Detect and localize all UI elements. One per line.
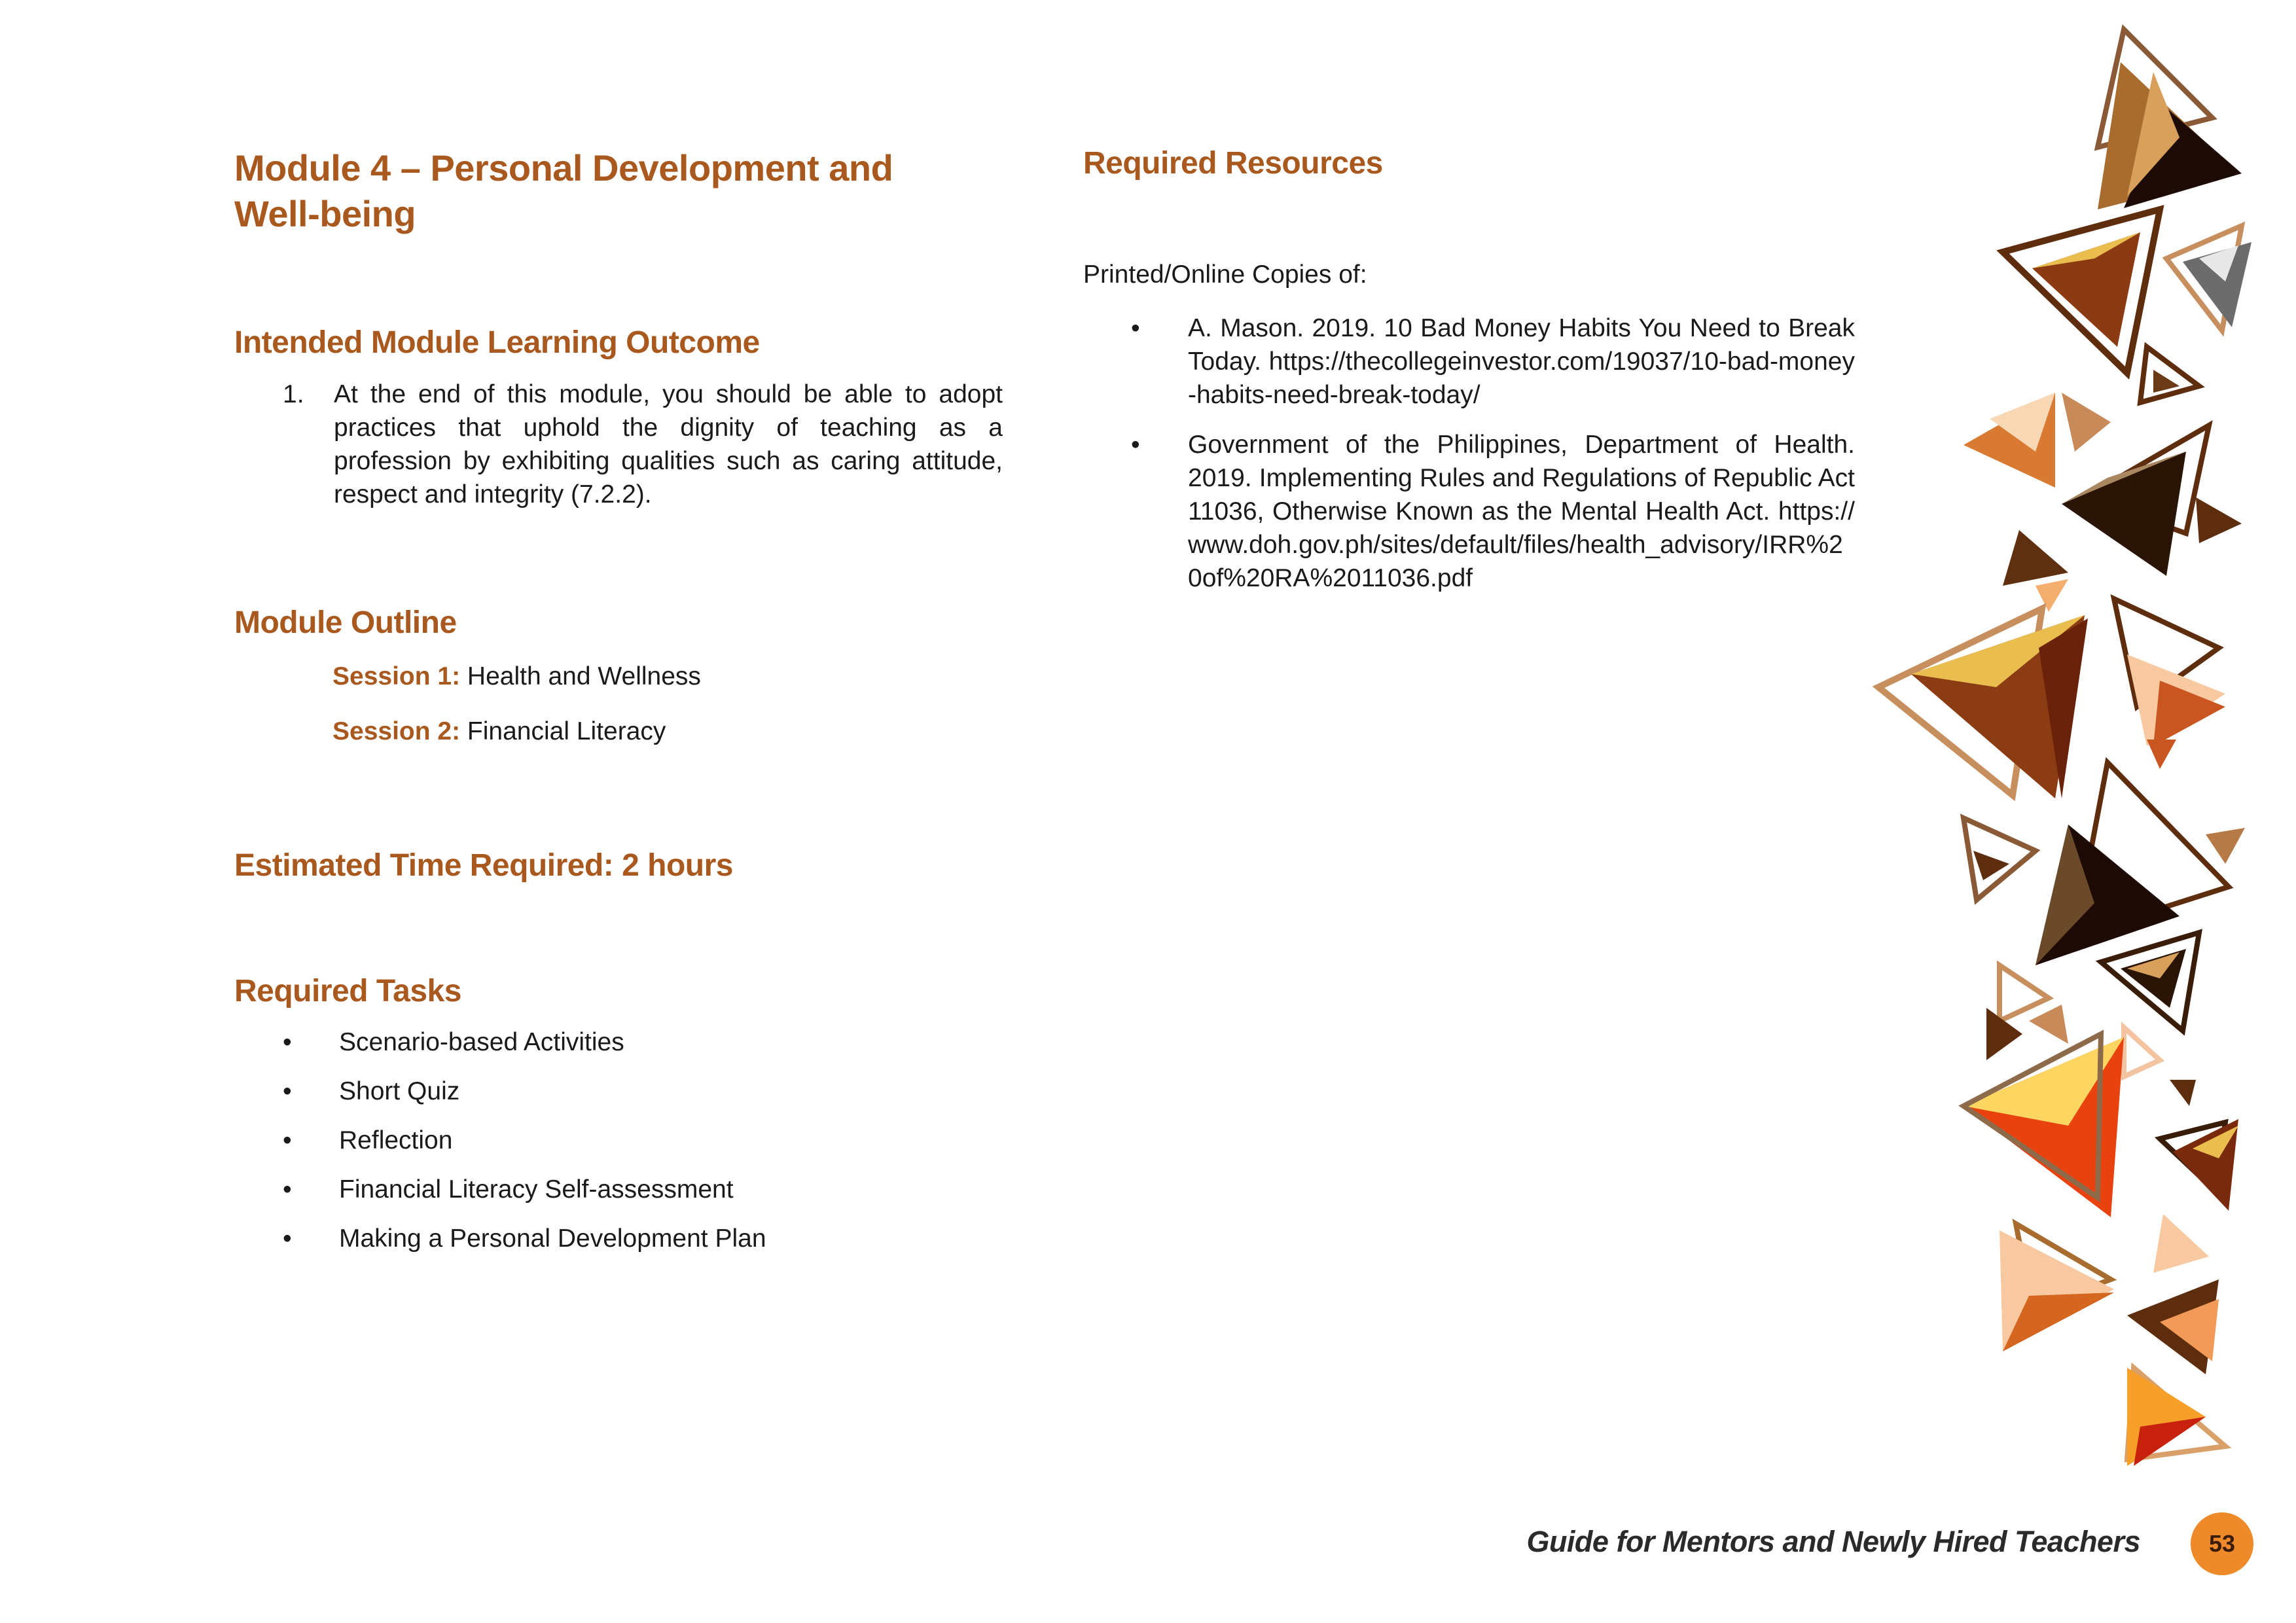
session-label: Session 1:: [332, 662, 461, 690]
list-item: [283, 1173, 766, 1222]
resources-intro: Printed/Online Copies of:: [1083, 260, 1367, 289]
bullet-icon: •: [1131, 314, 1140, 342]
task-text: Short Quiz: [339, 1077, 460, 1105]
outcome-number: 1.: [283, 380, 304, 408]
list-item: [283, 1026, 766, 1075]
outline-heading: Module Outline: [234, 605, 457, 640]
list-item: [283, 1124, 766, 1173]
session-title: Health and Wellness: [467, 662, 701, 690]
tasks-heading: Required Tasks: [234, 974, 461, 1008]
session-label: Session 2:: [332, 717, 461, 745]
tasks-list: [283, 1026, 766, 1271]
list-item: [283, 1075, 766, 1124]
task-text: Reflection: [339, 1126, 453, 1154]
bullet-icon: •: [283, 1077, 292, 1105]
bullet-icon: •: [283, 1175, 292, 1204]
outcome-text: At the end of this module, you should be able to adopt practices that uphold the dignity of teaching as a profession by exhibiting qualities such as caring attitude, respect and integrity (7.2.2).: [334, 380, 1003, 508]
outcome-heading: Intended Module Learning Outcome: [234, 325, 760, 360]
page-number-badge: 53: [2191, 1512, 2253, 1575]
resource-citation: A. Mason. 2019. 10 Bad Money Habits You Need to Break Today.: [1188, 314, 1855, 376]
bullet-icon: •: [283, 1224, 292, 1253]
task-text: Scenario-based Activities: [339, 1028, 624, 1056]
resource-link[interactable]: https://www.doh.gov.ph/sites/default/files/health_advisory/IRR%20of%20RA%2011036.pdf: [1188, 497, 1855, 592]
outcome-list: [283, 378, 1003, 511]
list-item: [283, 378, 1003, 511]
list-item: [283, 1222, 766, 1271]
resources-list: [1124, 312, 1855, 611]
decorative-triangles: [1859, 0, 2296, 1505]
resource-link[interactable]: https://thecollegeinvestor.com/19037/10-bad-money-habits-need-break-today/: [1188, 348, 1855, 409]
task-text: Making a Personal Development Plan: [339, 1224, 766, 1253]
list-item: [1124, 428, 1855, 595]
session-title: Financial Literacy: [467, 717, 666, 745]
session-item-1: [332, 660, 701, 693]
list-item: [1124, 312, 1855, 412]
bullet-icon: •: [283, 1126, 292, 1154]
bullet-icon: •: [283, 1028, 292, 1056]
task-text: Financial Literacy Self-assessment: [339, 1175, 734, 1204]
bullet-icon: •: [1131, 431, 1140, 459]
module-title: Module 4 – Personal Development and Well-being: [234, 147, 893, 234]
resources-heading: Required Resources: [1083, 146, 1383, 181]
session-item-2: [332, 715, 666, 748]
time-heading: Estimated Time Required: 2 hours: [234, 848, 733, 883]
resource-citation: Government of the Philippines, Department of Health. 2019. Implementing Rules and Regulations of Republic Act 11036, Otherwise Known as the Mental Health Act.: [1188, 431, 1855, 526]
footer-title: Guide for Mentors and Newly Hired Teachers: [1526, 1525, 2140, 1558]
